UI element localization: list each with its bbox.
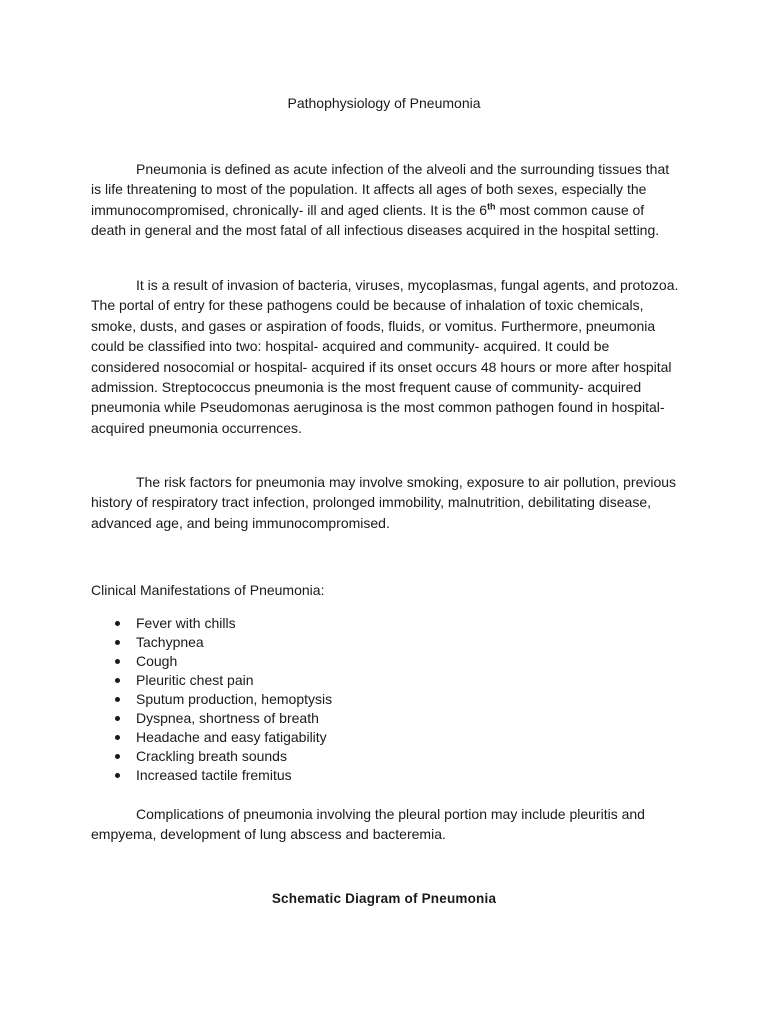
paragraph-risk-factors-text: The risk factors for pneumonia may involve smoking, exposure to air pollution, previous history of respiratory tract infection, prolonged immobility, malnutrition, debilitating disease, advanced age, and being immunocompromised. xyxy=(91,474,677,531)
clinical-manifestations-heading: Clinical Manifestations of Pneumonia: xyxy=(91,582,325,598)
bullet-icon xyxy=(115,735,120,740)
list-item: Crackling breath sounds xyxy=(91,747,332,766)
bullet-icon xyxy=(115,621,120,626)
bullet-icon xyxy=(115,659,120,664)
list-item: Increased tactile fremitus xyxy=(91,766,332,785)
paragraph-complications-text: Complications of pneumonia involving the pleural portion may include pleuritis and empyema, development of lung abscess and bacteremia. xyxy=(91,806,645,843)
list-item: Dyspnea, shortness of breath xyxy=(91,709,332,728)
bullet-icon xyxy=(115,773,120,778)
bullet-icon xyxy=(115,754,120,759)
list-item: Pleuritic chest pain xyxy=(91,671,332,690)
paragraph-causes xyxy=(91,275,681,449)
ordinal-suffix: th xyxy=(487,201,496,212)
list-item: Headache and easy fatigability xyxy=(91,728,332,747)
bullet-icon xyxy=(115,697,120,702)
bullet-icon xyxy=(115,678,120,683)
list-item: Sputum production, hemoptysis xyxy=(91,690,332,709)
bullet-icon xyxy=(115,716,120,721)
paragraph-definition xyxy=(91,159,681,252)
paragraph-definition-text-1: Pneumonia is defined as acute infection of the alveoli and the surrounding tissues that is life threatening to most of the population. It affects all ages of both sexes, especially the immunocompromised, chronically- ill and aged clients. It is the 6 xyxy=(91,161,670,218)
paragraph-definition-text-2: most common cause of death in general and the most fatal of all infectious diseases acquired in the hospital setting. xyxy=(91,201,660,239)
schematic-diagram-heading: Schematic Diagram of Pneumonia xyxy=(271,891,497,906)
list-item: Cough xyxy=(91,652,332,671)
list-item: Tachypnea xyxy=(91,633,332,652)
list-item: Fever with chills xyxy=(91,614,332,633)
paragraph-complications xyxy=(91,804,681,856)
document-title: Pathophysiology of Pneumonia xyxy=(287,95,481,111)
clinical-manifestations-list xyxy=(91,614,332,785)
paragraph-risk-factors xyxy=(91,472,681,544)
bullet-icon xyxy=(115,640,120,645)
paragraph-causes-text: It is a result of invasion of bacteria, viruses, mycoplasmas, fungal agents, and protozoa. The portal of entry for these pathogens could be because of inhalation of toxic chemicals, smoke, dusts, and gases or aspiration of foods, fluids, or vomitus. Furthermore, pneumonia could be classified into two: hospital- acquired and community- acquired. It could be considered nosocomial or hospital- acquired if its onset occurs 48 hours or more after hospital admission. Streptococcus pneumonia is the most frequent cause of community- acquired pneumonia while Pseudomonas aeruginosa is the most common pathogen found in hospital- acquired pneumonia occurrences. xyxy=(91,277,679,436)
